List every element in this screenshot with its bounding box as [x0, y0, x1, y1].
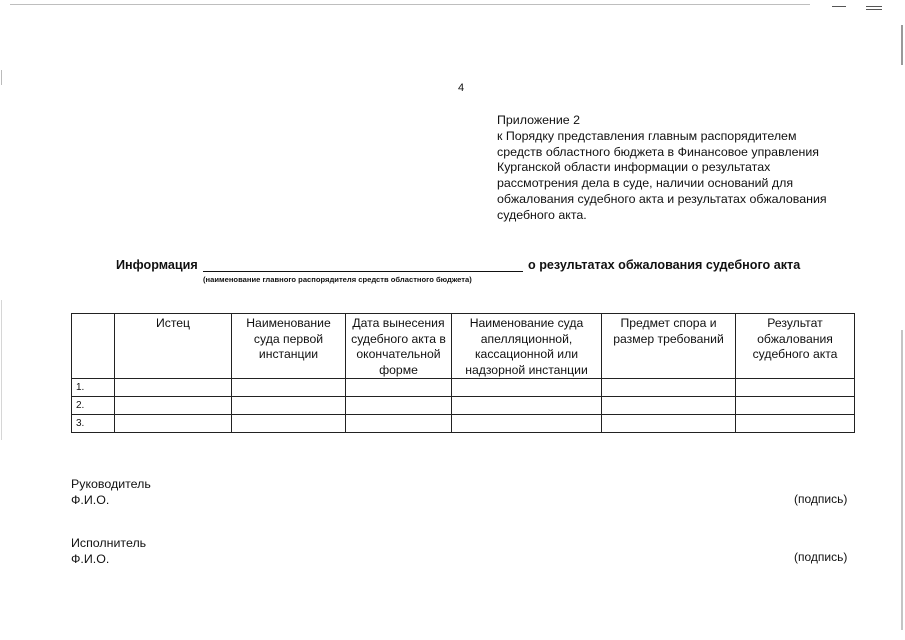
table-row: [72, 415, 855, 433]
header-cell-appeal-result: Результат обжалования судебного акта: [736, 314, 855, 379]
header-cell-number: [72, 314, 115, 379]
header-cell-act-date: Дата вынесения судебного акта в окончательной форме: [346, 314, 452, 379]
table-row: [72, 397, 855, 415]
table-cell: [452, 397, 602, 415]
row-number: 1.: [72, 379, 115, 397]
results-table: [71, 313, 855, 433]
scan-artifact-mark: [866, 6, 882, 7]
table-cell: [346, 379, 452, 397]
header-cell-plaintiff: Истец: [115, 314, 232, 379]
header-cell-dispute-subject: Предмет спора и размер требований: [602, 314, 736, 379]
executor-title: Исполнитель: [71, 536, 147, 550]
table-cell: [115, 379, 232, 397]
info-subtitle: (наименование главного распорядителя средств областного бюджета): [203, 275, 472, 284]
scan-artifact-left-edge: [1, 70, 2, 85]
table-cell: [602, 397, 736, 415]
info-blank-line: [203, 271, 523, 272]
head-signature-label: (подпись): [794, 492, 848, 506]
page-number: 4: [458, 82, 465, 94]
table-cell: [736, 397, 855, 415]
scan-artifact-mark: [866, 9, 882, 10]
appendix-line: к Порядку представления главным распорядителем: [497, 128, 797, 143]
header-cell-appeal-court: Наименование суда апелляционной, кассационной или надзорной инстанции: [452, 314, 602, 379]
head-title: Руководитель: [71, 477, 151, 491]
head-signature-block: [71, 477, 151, 508]
head-name: Ф.И.О.: [71, 492, 110, 507]
appendix-line: средств областного бюджета в Финансовое управления: [497, 144, 819, 159]
scan-artifact-right-edge: [901, 25, 903, 65]
header-cell-first-court: Наименование суда первой инстанции: [232, 314, 346, 379]
row-number: 2.: [72, 397, 115, 415]
appendix-line: рассмотрения дела в суде, наличии оснований для: [497, 176, 794, 191]
table-cell: [232, 415, 346, 433]
table-header-row: [72, 314, 855, 379]
table-cell: [232, 379, 346, 397]
scan-artifact-right-edge: [901, 330, 903, 630]
table-cell: [452, 415, 602, 433]
table-cell: [115, 415, 232, 433]
table-cell: [452, 379, 602, 397]
appendix-line: обжалования судебного акта и результатах обжалования: [497, 191, 827, 206]
table-cell: [602, 415, 736, 433]
executor-name: Ф.И.О.: [71, 551, 110, 566]
scan-artifact-left-edge: [1, 300, 2, 440]
table-cell: [115, 397, 232, 415]
table-cell: [602, 379, 736, 397]
appendix-line: Приложение 2: [497, 113, 581, 127]
info-title-tail: о результатах обжалования судебного акта: [528, 258, 801, 272]
info-title-word: Информация: [116, 258, 198, 272]
table-cell: [346, 415, 452, 433]
appendix-note: [497, 113, 857, 224]
scan-artifact-mark: [832, 6, 846, 7]
executor-signature-block: [71, 536, 146, 567]
row-number: 3.: [72, 415, 115, 433]
table-cell: [232, 397, 346, 415]
executor-signature-label: (подпись): [794, 550, 848, 564]
table-cell: [346, 397, 452, 415]
table-cell: [736, 415, 855, 433]
appendix-line: Курганской области информации о результатах: [497, 160, 771, 175]
appendix-line: судебного акта.: [497, 207, 587, 222]
table-row: [72, 379, 855, 397]
scan-artifact-top-line: [10, 4, 810, 5]
table-cell: [736, 379, 855, 397]
